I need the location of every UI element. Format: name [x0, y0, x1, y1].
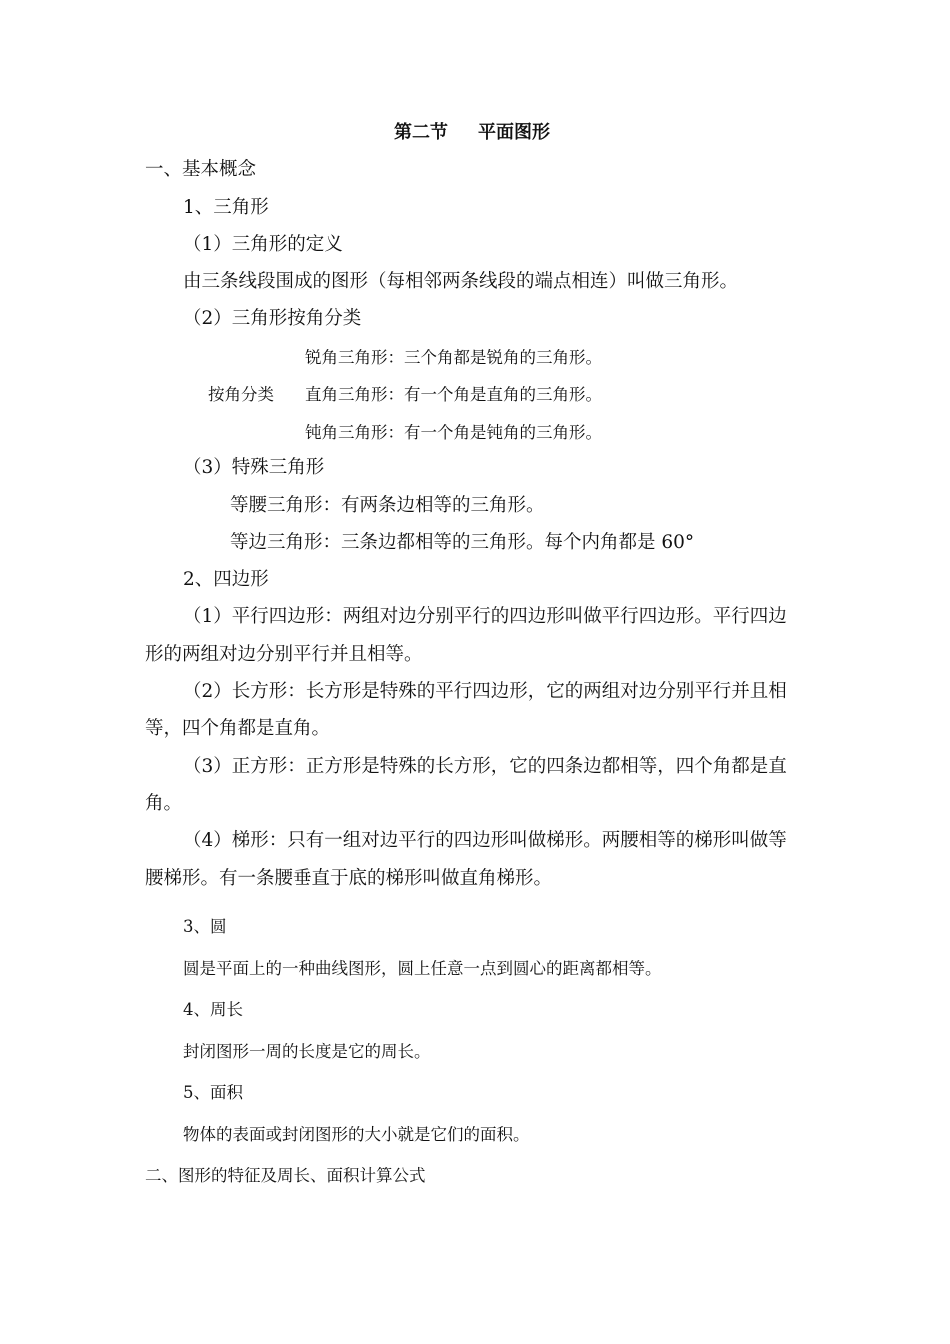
- square-line-2: 角。: [145, 793, 183, 814]
- title-section-number: 第二节: [394, 122, 448, 143]
- classify-label: 按角分类: [208, 385, 274, 404]
- circle-text: 圆是平面上的一种曲线图形，圆上任意一点到圆心的距离都相等。: [183, 959, 662, 978]
- rectangle-line-2: 等，四个角都是直角。: [145, 718, 331, 739]
- acute-triangle-item: 锐角三角形：三个角都是锐角的三角形。: [305, 348, 602, 367]
- area-heading: 5、面积: [183, 1083, 243, 1102]
- triangle-definition-text: 由三条线段围成的图形（每相邻两条线段的端点相连）叫做三角形。: [183, 271, 739, 292]
- parallelogram-line-1: （1）平行四边形：两组对边分别平行的四边形叫做平行四边形。平行四边: [183, 606, 787, 627]
- isosceles-triangle-item: 等腰三角形：有两条边相等的三角形。: [230, 495, 545, 516]
- triangle-classify-heading: （2）三角形按角分类: [183, 308, 362, 329]
- trapezoid-line-2: 腰梯形。有一条腰垂直于底的梯形叫做直角梯形。: [145, 868, 553, 889]
- obtuse-triangle-item: 钝角三角形：有一个角是钝角的三角形。: [305, 423, 602, 442]
- quadrilateral-heading: 2、四边形: [183, 569, 269, 590]
- triangle-heading: 1、三角形: [183, 197, 269, 218]
- rectangle-line-1: （2）长方形：长方形是特殊的平行四边形，它的两组对边分别平行并且相: [183, 681, 787, 702]
- square-line-1: （3）正方形：正方形是特殊的长方形，它的四条边都相等，四个角都是直: [183, 756, 787, 777]
- trapezoid-line-1: （4）梯形：只有一组对边平行的四边形叫做梯形。两腰相等的梯形叫做等: [183, 830, 787, 851]
- right-triangle-item: 直角三角形：有一个角是直角的三角形。: [305, 385, 602, 404]
- title-topic: 平面图形: [478, 122, 550, 143]
- page-title: [394, 121, 550, 145]
- section-2-heading: 二、图形的特征及周长、面积计算公式: [145, 1166, 426, 1185]
- section-1-heading: 一、基本概念: [145, 159, 257, 180]
- perimeter-heading: 4、周长: [183, 1000, 243, 1019]
- special-triangle-heading: （3）特殊三角形: [183, 457, 325, 478]
- triangle-definition-heading: （1）三角形的定义: [183, 234, 343, 255]
- parallelogram-line-2: 形的两组对边分别平行并且相等。: [145, 644, 423, 665]
- area-text: 物体的表面或封闭图形的大小就是它们的面积。: [183, 1125, 530, 1144]
- circle-heading: 3、圆: [183, 917, 227, 936]
- equilateral-triangle-item: 等边三角形：三条边都相等的三角形。每个内角都是 60°: [230, 532, 695, 553]
- perimeter-text: 封闭图形一周的长度是它的周长。: [183, 1042, 431, 1061]
